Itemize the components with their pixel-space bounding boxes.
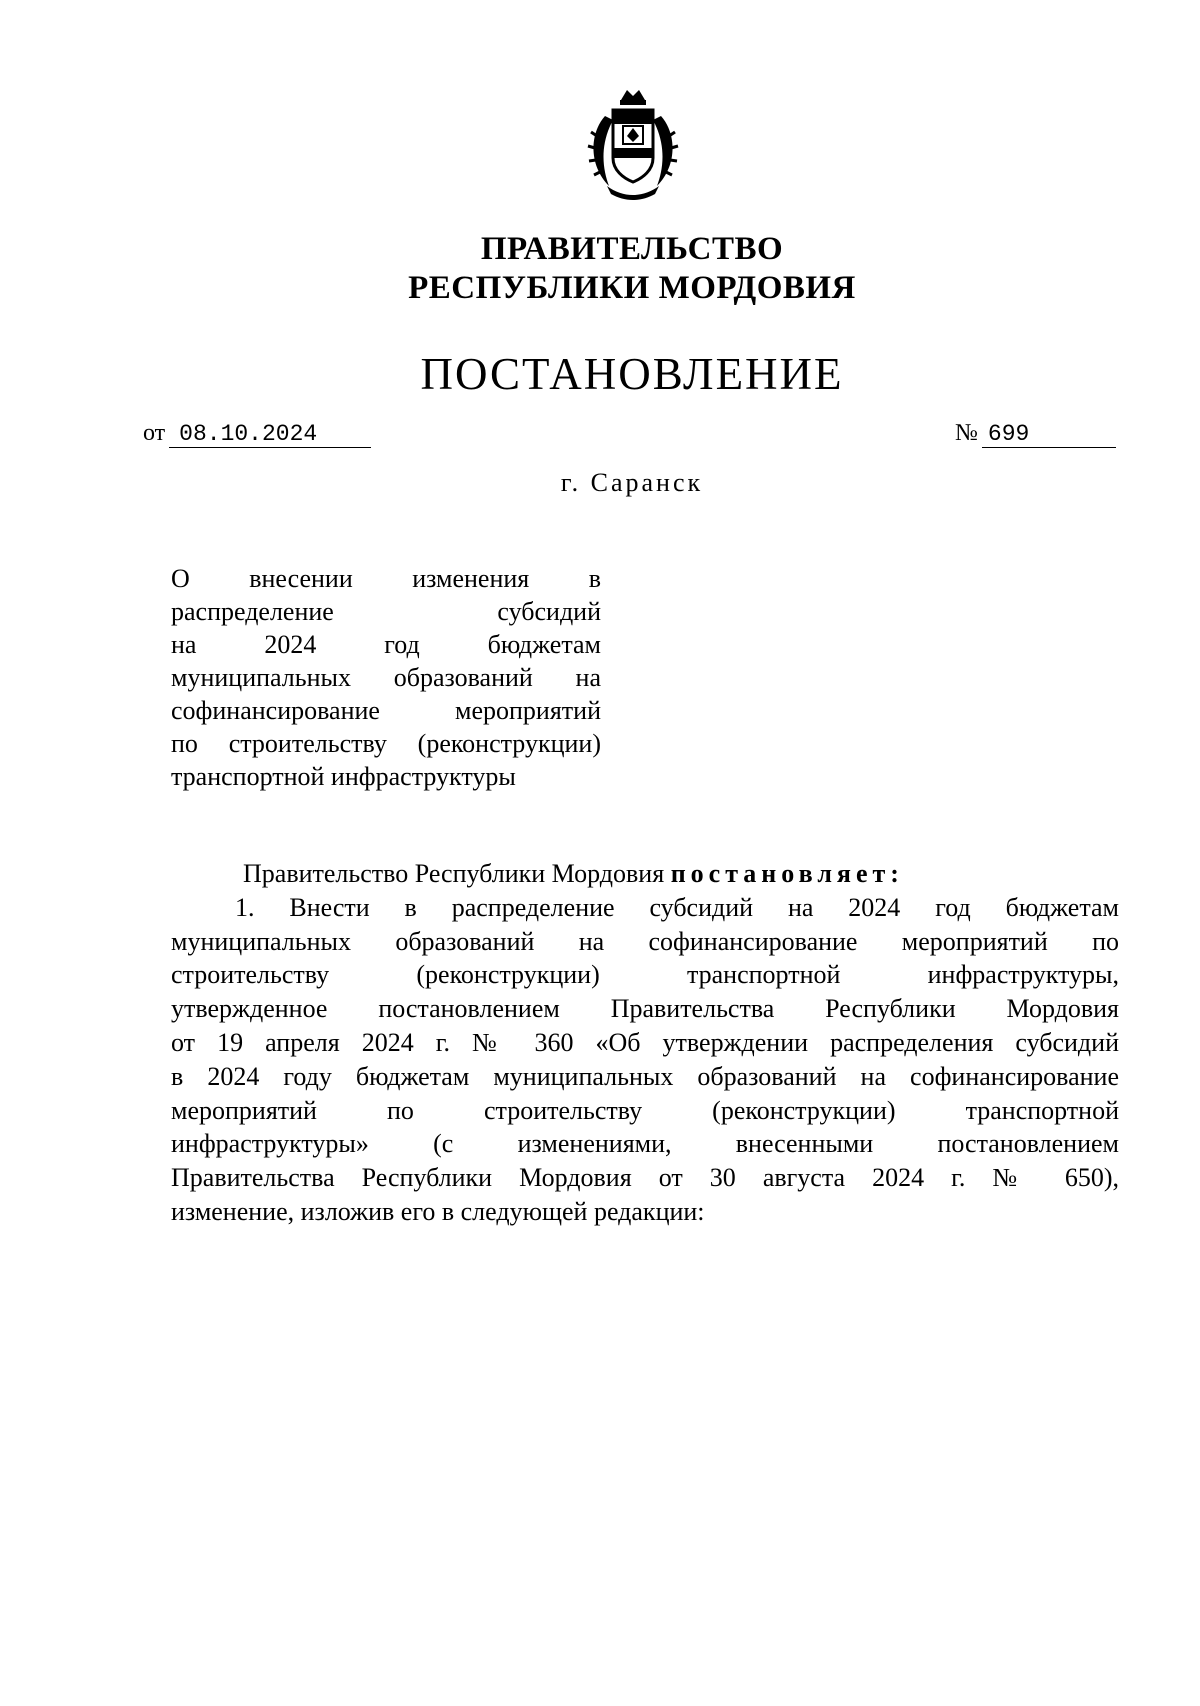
subject-line: О внесении изменения в <box>171 564 601 593</box>
paragraph-line: строительству (реконструкции) транспортной инфраструктуры, <box>171 960 1119 990</box>
city-line: г. Саранск <box>560 468 704 497</box>
intro-text: Правительство Республики Мордовия <box>243 859 665 888</box>
number-row <box>955 418 1116 448</box>
intro-line <box>171 857 1119 891</box>
document-number: 699 <box>982 421 1116 448</box>
paragraph-line: 1. Внести в распределение субсидий на 2024 год бюджетам <box>235 892 1119 922</box>
paragraph-line: изменение, изложив его в следующей редакции: <box>171 1196 705 1226</box>
paragraph-line: утвержденное постановлением Правительства Республики Мордовия <box>171 994 1119 1024</box>
document-subject <box>171 562 601 793</box>
subject-line: по строительству (реконструкции) <box>171 729 601 758</box>
number-prefix: № <box>955 420 978 446</box>
subject-line: софинансирование мероприятий <box>171 696 601 725</box>
intro-emphasis: постановляет: <box>670 859 904 888</box>
government-name-line-2: РЕСПУБЛИКИ МОРДОВИЯ <box>408 270 856 306</box>
subject-line: муниципальных образований на <box>171 663 601 692</box>
date-prefix: от <box>143 420 166 446</box>
paragraph-line: от 19 апреля 2024 г. № 360 «Об утверждении распределения субсидий <box>171 1027 1119 1057</box>
document-body <box>171 857 1119 1229</box>
paragraph-line: муниципальных образований на софинансирование мероприятий по <box>171 926 1119 956</box>
subject-line: транспортной инфраструктуры <box>171 762 516 791</box>
date-row <box>143 418 371 448</box>
paragraph-line: Правительства Республики Мордовия от 30 августа 2024 г. № 650), <box>171 1163 1119 1193</box>
document-date: 08.10.2024 <box>169 421 371 448</box>
paragraph-line: в 2024 году бюджетам муниципальных образований на софинансирование <box>171 1061 1119 1091</box>
government-name-line-1: ПРАВИТЕЛЬСТВО <box>480 231 784 267</box>
subject-line: на 2024 год бюджетам <box>171 630 601 659</box>
document-type-title: ПОСТАНОВЛЕНИЕ <box>420 349 844 399</box>
paragraph-line: инфраструктуры» (с изменениями, внесенными постановлением <box>171 1129 1119 1159</box>
subject-line: распределение субсидий <box>171 597 601 626</box>
coat-of-arms-mordovia-icon <box>583 86 683 204</box>
paragraph-line: мероприятий по строительству (реконструкции) транспортной <box>171 1095 1119 1125</box>
